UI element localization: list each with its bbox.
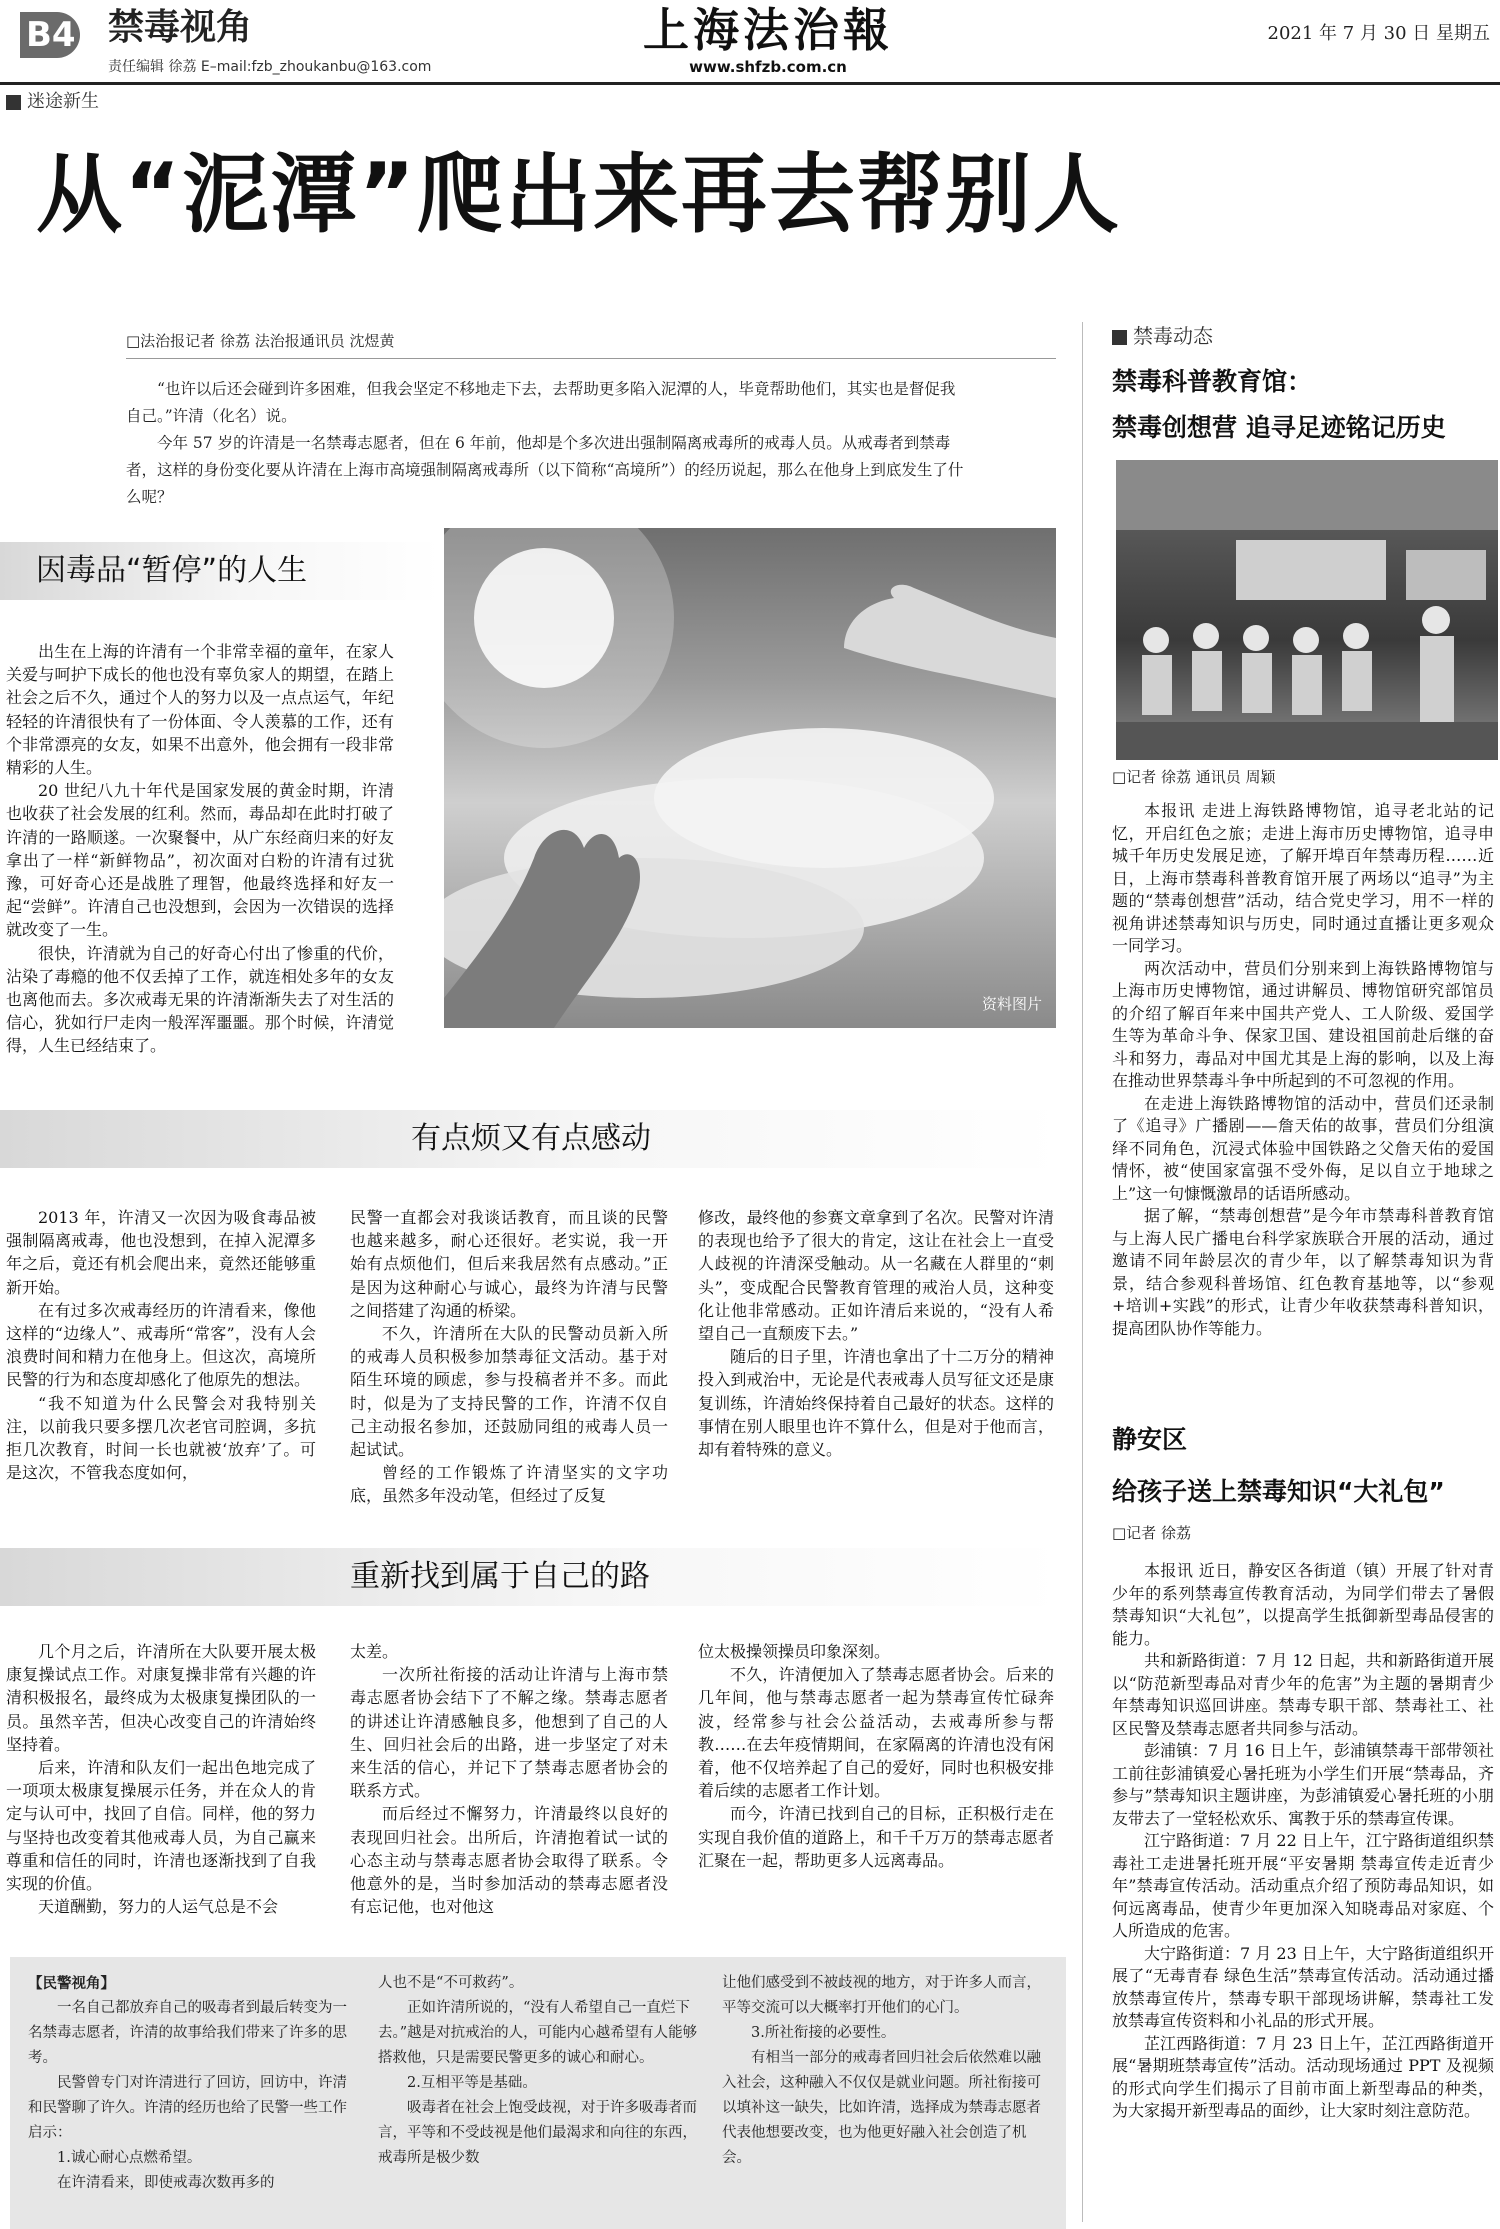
paragraph: 民警一直都会对我谈话教育，而且谈的民警也越来越多，耐心还很好。老实说，我一开始有点烦他们，但后来我居然有点感动。”正是因为这种耐心与诚心，最终为许清与民警之间搭建了沟通的桥梁。: [350, 1208, 668, 1320]
paragraph: 天道酬勤，努力的人运气总是不会: [38, 1897, 279, 1917]
lede: [126, 376, 966, 511]
commentary-paragraph: 3.所社衔接的必要性。: [751, 2025, 896, 2041]
lede-paragraph: 今年 57 岁的许清是一名禁毒志愿者，但在 6 年前，他却是个多次进出强制隔离戒毒所的戒毒人员。从戒毒者到禁毒者，这样的身份变化要从许清在上海市高境强制隔离戒毒所（以下简称“高境所”）的经历说起，那么在他身上到底发生了什么呢？: [126, 434, 964, 506]
paragraph: 共和新路街道：7 月 12 日起，共和新路街道开展以“防范新型毒品对青少年的危害”为主题的暑期青少年禁毒知识巡回讲座。禁毒专职干部、禁毒社工、社区民警及禁毒志愿者共同参与活动。: [1112, 1651, 1494, 1738]
paragraph: 曾经的工作锻炼了许清坚实的文字功底，虽然多年没动笔，但经过了反复: [350, 1463, 668, 1506]
editor-line: 责任编辑 徐荔 E–mail:fzb_zhoukanbu@163.com: [108, 59, 432, 75]
museum-photo: [1116, 460, 1498, 760]
commentary-paragraph: 让他们感受到不被歧视的地方，对于许多人而言，平等交流可以大概率打开他们的心门。: [722, 1975, 1041, 2016]
sidebar-story1-title2: 禁毒创想营 追寻足迹铭记历史: [1112, 413, 1446, 442]
subheading: 因毒品“暂停”的人生: [36, 553, 308, 588]
paragraph: 几个月之后，许清所在大队要开展太极康复操试点工作。对康复操非常有兴趣的许清积极报名，最终成为太极康复操团队的一员。虽然辛苦，但决心改变自己的许清始终坚持着。: [6, 1642, 316, 1754]
sidebar-tag-label: 禁毒动态: [1133, 324, 1213, 348]
section-title: 禁毒视角: [108, 7, 253, 48]
commentary-paragraph: 1.诚心耐心点燃希望。: [57, 2150, 202, 2166]
paragraph: 而今，许清已找到自己的目标，正积极行走在实现自我价值的道路上，和千千万万的禁毒志愿者汇聚在一起，帮助更多人远离毒品。: [698, 1804, 1054, 1870]
section2-col1: [6, 1206, 316, 1484]
sidebar-story2-body: [1112, 1560, 1494, 2123]
section1-text: [6, 640, 394, 1058]
commentary-paragraph: 民警曾专门对许清进行了回访，回访中，许清和民警聊了许久。许清的经历也给了民警一些工作启示：: [28, 2075, 347, 2141]
lede-paragraph: “也许以后还会碰到许多困难，但我会坚定不移地走下去，去帮助更多陷入泥潭的人，毕竟帮助他们，其实也是督促我自己。”许清（化名）说。: [126, 380, 956, 425]
paragraph: 江宁路街道：7 月 22 日上午，江宁路街道组织禁毒社工走进暑托班开展“平安暑期 禁毒宣传走近青少年”禁毒宣传活动。活动重点介绍了预防毒品知识，如何远离毒品，使青少年更加深入知晓毒品对家庭、个人所造成的危害。: [1112, 1831, 1494, 1940]
newspaper-url: www.shfzb.com.cn: [689, 58, 847, 76]
column-tag-label: 迷途新生: [27, 91, 99, 112]
subheading: 重新找到属于自己的路: [350, 1559, 650, 1594]
paragraph: 彭浦镇：7 月 16 日上午，彭浦镇禁毒干部带领社工前往彭浦镇爱心暑托班为小学生们开展“禁毒品，齐参与”禁毒知识主题讲座，为彭浦镇爱心暑托班的小朋友带去了一堂轻松欢乐、寓教于乐的禁毒宣传课。: [1112, 1741, 1494, 1828]
newspaper-logo: 上海法治報: [643, 3, 893, 57]
commentary-paragraph: 正如许清所说的，“没有人希望自己一直烂下去。”越是对抗戒治的人，可能内心越希望有人能够搭救他，只是需要民警更多的诚心和耐心。: [378, 2000, 698, 2066]
commentary-paragraph: 有相当一部分的戒毒者回归社会后依然难以融入社会，这种融入不仅仅是就业问题。所社衔接可以填补这一缺失，比如许清，选择成为禁毒志愿者代表他想要改变，也为他更好融入社会创造了机会。: [722, 2050, 1041, 2166]
subheading-band: [0, 542, 440, 600]
paragraph: 不久，许清便加入了禁毒志愿者协会。后来的几年间，他与禁毒志愿者一起为禁毒宣传忙碌奔波，经常参与社会公益活动，去戒毒所参与帮教……在去年疫情期间，在家隔离的许清也没有闲着，他不仅培养起了自己的爱好，同时也积极安排着后续的志愿者工作计划。: [698, 1665, 1054, 1801]
column-divider: [1082, 322, 1083, 2222]
paragraph: 两次活动中，营员们分别来到上海铁路博物馆与上海市历史博物馆，通过讲解员、博物馆研究部馆员的介绍了解百年来中国共产党人、工人阶级、爱国学生等为革命斗争、保家卫国、建设祖国前赴后继的奋斗和努力，毒品对中国尤其是上海的影响，以及上海在推动世界禁毒斗争中所起到的不可忽视的作用。: [1112, 958, 1494, 1090]
paragraph: 20 世纪八九十年代是国家发展的黄金时期，许清也收获了社会发展的红利。然而，毒品却在此时打破了许清的一路顺遂。一次聚餐中，从广东经商归来的好友拿出了一样“新鲜物品”，初次面对白粉的许清有过犹豫，可好奇心还是战胜了理智，他最终选择和好友一起“尝鲜”。许清自己也没想到，会因为一次错误的选择就改变了一生。: [6, 781, 394, 940]
paragraph: 本报讯 走进上海铁路博物馆，追寻老北站的记忆，开启红色之旅；走进上海市历史博物馆，追寻申城千年历史发展足迹，了解开埠百年禁毒历程……近日，上海市禁毒科普教育馆开展了两场以“追寻”为主题的“禁毒创想营”活动，结合党史学习，用不一样的视角讲述禁毒知识与历史，同时通过直播让更多观众一同学习。: [1112, 801, 1494, 955]
section3-col2: [350, 1640, 668, 1918]
paragraph: 不久，许清所在大队的民警动员新入所的戒毒人员积极参加禁毒征文活动。基于对陌生环境的顾虑，参与投稿者并不多。而此时，似是为了支持民警的工作，许清不仅自己主动报名参加，还鼓励同组的戒毒人员一起试试。: [350, 1324, 668, 1460]
section3-col1: [6, 1640, 316, 1918]
commentary-paragraph: 人也不是“不可救药”。: [378, 1975, 524, 1991]
sidebar-story1-title1: 禁毒科普教育馆：: [1112, 367, 1313, 396]
paragraph: 一次所社衔接的活动让许清与上海市禁毒志愿者协会结下了不解之缘。禁毒志愿者的讲述让许清感触良多，他想到了自己的人生、回归社会后的出路，进一步坚定了对未来生活的信心，并记下了禁毒志愿者协会的联系方式。: [350, 1665, 668, 1801]
paragraph: 大宁路街道：7 月 23 日上午，大宁路街道组织开展了“无毒青春 绿色生活”禁毒宣传活动。活动通过播放禁毒宣传片，禁毒专职干部现场讲解，禁毒社工发放禁毒宣传资料和小礼品的形式开展。: [1112, 1943, 1494, 2030]
paragraph: 在有过多次戒毒经历的许清看来，像他这样的“边缘人”、戒毒所“常客”，没有人会浪费时间和精力在他身上。但这次，高境所民警的行为和态度却感化了他原先的想法。: [6, 1300, 316, 1390]
paragraph: 位太极操领操员印象深刻。: [698, 1642, 891, 1661]
column-tag: [6, 90, 99, 114]
section2-col2: [350, 1206, 668, 1508]
tag-square-icon: [6, 95, 21, 110]
paragraph: 在走进上海铁路博物馆的活动中，营员们还录制了《追寻》广播剧——詹天佑的故事，营员们分组演绎不同角色，沉浸式体验中国铁路之父詹天佑的爱国情怀，被“使国家富强不受外侮，足以自立于地球之上”这一句慷慨激昂的话语所感动。: [1112, 1093, 1494, 1203]
paragraph: 后来，许清和队友们一起出色地完成了一项项太极康复操展示任务，并在众人的肯定与认可中，找回了自信。同样，他的努力与坚持也改变着其他戒毒人员，为自己赢来尊重和信任的同时，许清也逐渐找到了自我实现的价值。: [6, 1758, 316, 1894]
sidebar-story2-byline: □记者 徐荔: [1112, 1524, 1191, 1542]
paragraph: 修改，最终他的参赛文章拿到了名次。民警对许清的表现也给予了很大的肯定，这让在社会上一直受人歧视的许清深受触动。从一名藏在人群里的“刺头”，变成配合民警教育管理的戒治人员，这种变化让他非常感动。正如许清后来说的，“没有人希望自己一直颓废下去。”: [698, 1208, 1054, 1344]
paragraph: 而后经过不懈努力，许清最终以良好的表现回归社会。出所后，许清抱着试一试的心态主动与禁毒志愿者协会取得了联系。令他意外的是，当时参加活动的禁毒志愿者没有忘记他，也对他这: [350, 1804, 668, 1917]
paragraph: 太差。: [350, 1642, 399, 1661]
section2-col3: [698, 1206, 1054, 1461]
issue-date: 2021 年 7 月 30 日 星期五: [1267, 23, 1490, 44]
paragraph: 本报讯 近日，静安区各街道（镇）开展了针对青少年的系列禁毒宣传教育活动，为同学们带去了暑假禁毒知识“大礼包”，以提高学生抵御新型毒品侵害的能力。: [1112, 1561, 1494, 1648]
sidebar-story1-body: [1112, 800, 1494, 1340]
sidebar-story2-title: 给孩子送上禁毒知识“大礼包”: [1112, 1477, 1445, 1506]
page-number: B4: [20, 12, 80, 58]
paragraph: 据了解，“禁毒创想营”是今年市禁毒科普教育馆与上海人民广播电台科学家族联合开展的活动，通过邀请不同年龄层次的青少年，以了解禁毒知识为背景，结合参观科普场馆、红色教育基地等，以“参观+培训+实践”的形式，让青少年收获禁毒科普知识，提高团队协作等能力。: [1112, 1206, 1494, 1338]
commentary-paragraph: 一名自己都放弃自己的吸毒者到最后转变为一名禁毒志愿者，许清的故事给我们带来了许多的思考。: [28, 2000, 347, 2066]
commentary-paragraph: 在许清看来，即使戒毒次数再多的: [57, 2175, 275, 2191]
sidebar-tag: [1112, 322, 1500, 350]
masthead: [0, 0, 1500, 80]
commentary-paragraph: 吸毒者在社会上饱受歧视，对于许多吸毒者而言，平等和不受歧视是他们最渴求和向往的东西，戒毒所是极少数: [378, 2100, 697, 2166]
commentary-col1: [28, 1971, 354, 2196]
subheading-band: [0, 1548, 1062, 1606]
byline: □法治报记者 徐荔 法治报通讯员 沈煜黄: [126, 330, 1056, 359]
paragraph: 出生在上海的许清有一个非常幸福的童年，在家人关爱与呵护下成长的他也没有辜负家人的期望，在踏上社会之后不久，通过个人的努力以及一点点运气，年纪轻轻的许清很快有了一份体面、令人羡慕的工作，还有个非常漂亮的女友，如果不出意外，他会拥有一段非常精彩的人生。: [6, 642, 394, 778]
paragraph: 芷江西路街道：7 月 23 日上午，芷江西路街道开展“暑期班禁毒宣传”活动。活动现场通过 PPT 及视频的形式向学生们揭示了目前市面上新型毒品的种类，为大家揭开新型毒品的面纱，让大家时刻注意防范。: [1112, 2033, 1494, 2120]
subheading-band: [0, 1110, 1062, 1168]
commentary-paragraph: 2.互相平等是基础。: [407, 2075, 537, 2091]
commentary-col3: [722, 1971, 1048, 2171]
photo-caption: 资料图片: [981, 995, 1042, 1013]
paragraph: “我不知道为什么民警会对我特别关注，以前我只要多摆几次老官司腔调，多抗拒几次教育，时间一长也就被‘放弃’了。可是这次，不管我态度如何，: [6, 1393, 316, 1483]
sidebar-story1-byline: □记者 徐荔 通讯员 周颖: [1112, 768, 1276, 786]
students-illustration: [1116, 460, 1498, 760]
police-commentary-box: [10, 1957, 1066, 2229]
paragraph: 随后的日子里，许清也拿出了十二万分的精神投入到戒治中，无论是代表戒毒人员写征文还是康复训练，许清始终保持着自己最好的状态。这样的事情在别人眼里也许不算什么，但是对于他而言，却有着特殊的意义。: [698, 1347, 1054, 1460]
commentary-col2: [378, 1971, 704, 2171]
masthead-rule: [0, 82, 1500, 85]
paragraph: 2013 年，许清又一次因为吸食毒品被强制隔离戒毒，他也没想到，在掉入泥潭多年之后，竟还有机会爬出来，竟然还能够重新开始。: [6, 1208, 316, 1297]
sidebar-district: 静安区: [1112, 1425, 1188, 1454]
subheading: 有点烦又有点感动: [411, 1121, 651, 1156]
commentary-label: 【民警视角】: [28, 1975, 115, 1992]
hands-illustration: [444, 528, 1056, 1028]
paragraph: 很快，许清就为自己的好奇心付出了惨重的代价，沾染了毒瘾的他不仅丢掉了工作，就连相处多年的女友也离他而去。多次戒毒无果的许清渐渐失去了对生活的信心，犹如行尸走肉一般浑浑噩噩。那个时候，许清觉得，人生已经结束了。: [6, 943, 394, 1056]
tag-square-icon: [1112, 330, 1127, 345]
hands-photo: [444, 528, 1056, 1028]
headline: 从“泥潭”爬出来再去帮别人: [36, 145, 1122, 245]
section3-col3: [698, 1640, 1054, 1872]
